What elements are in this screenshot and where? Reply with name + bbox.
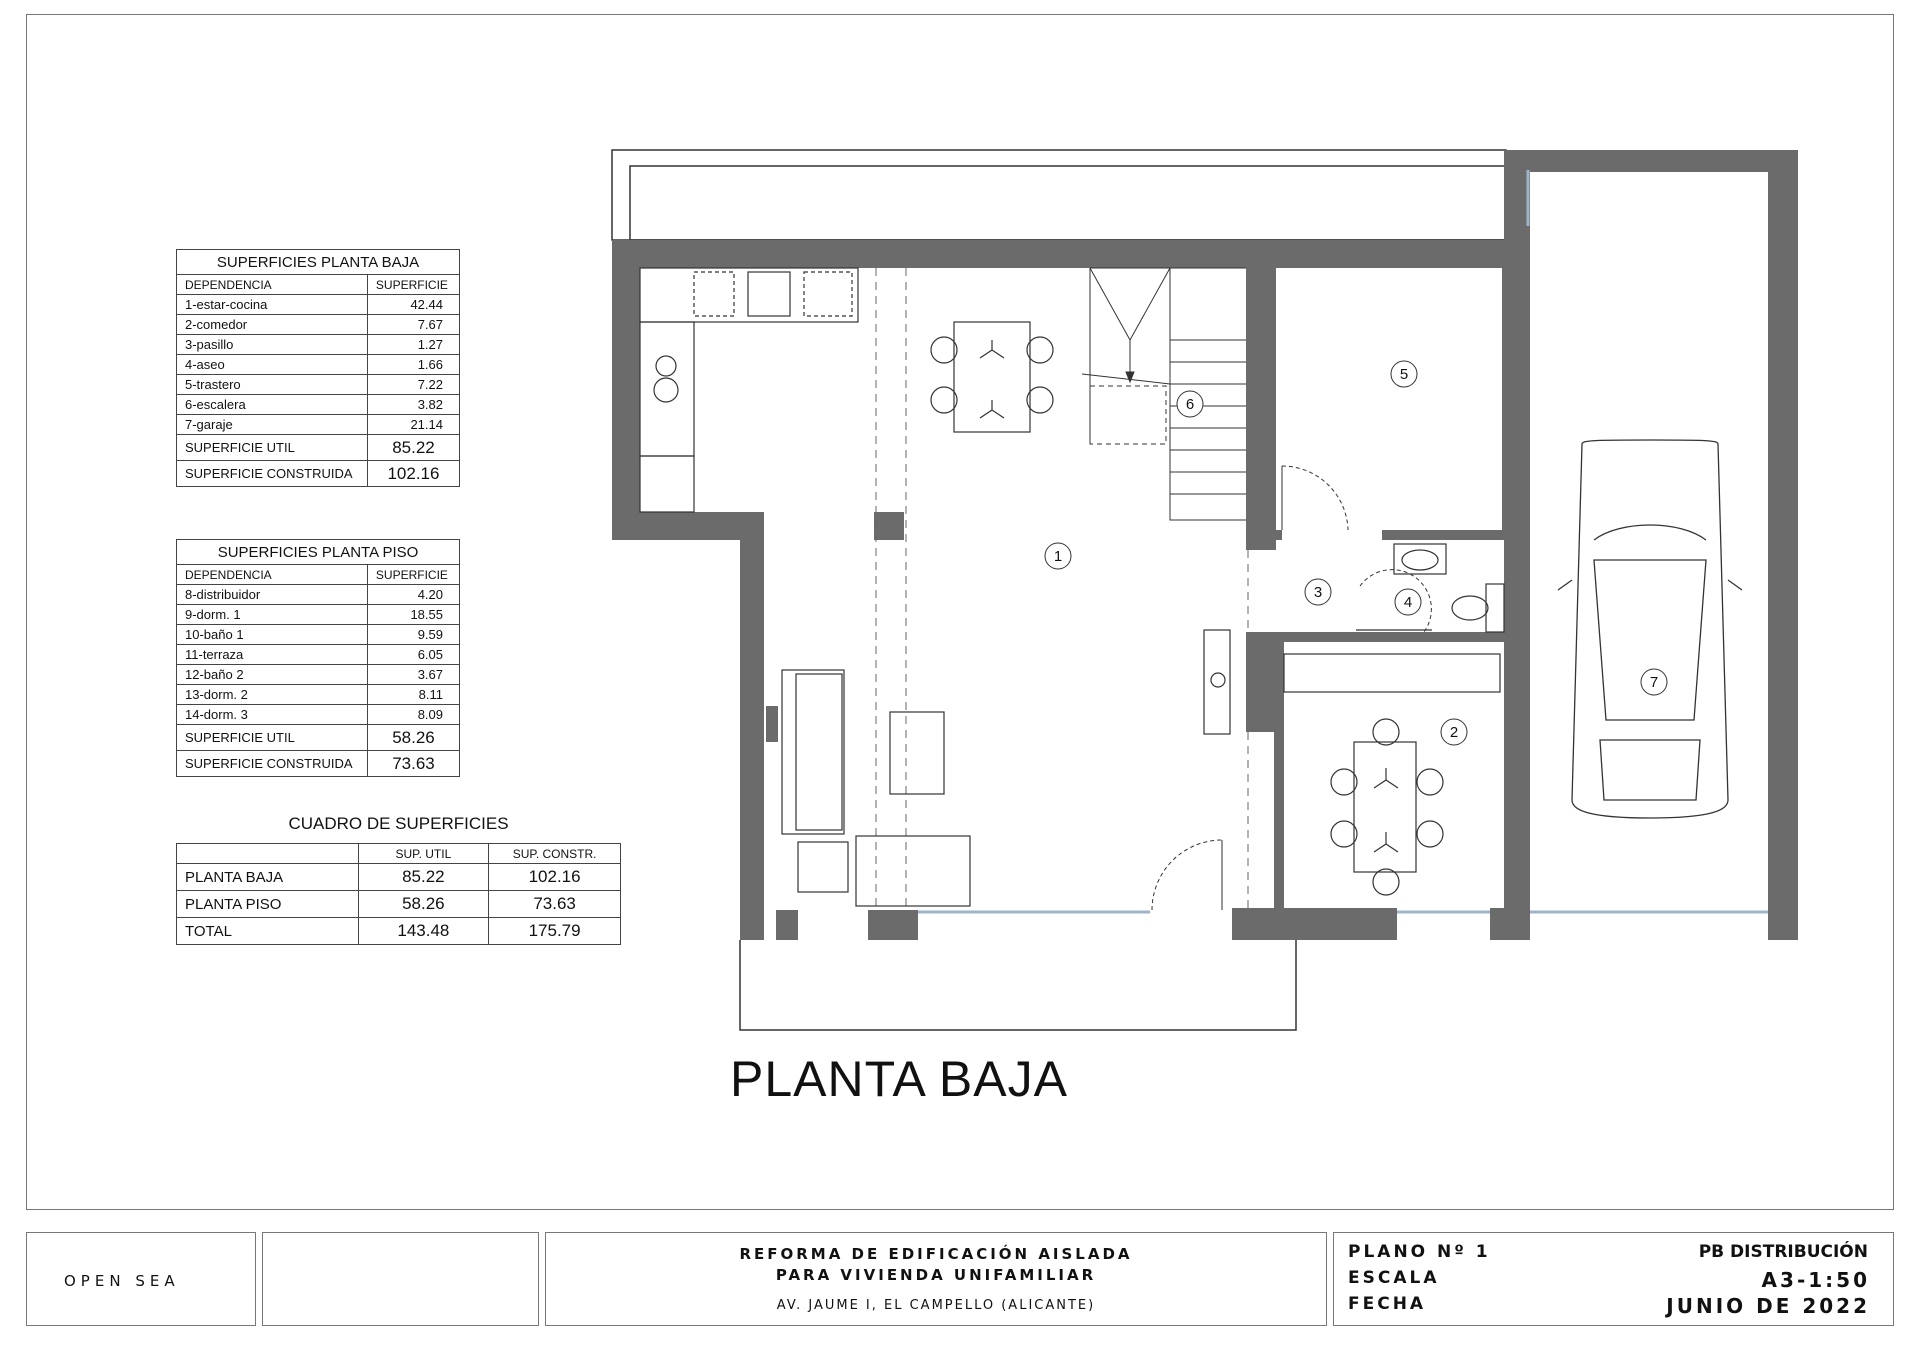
room-number: 4: [1403, 594, 1413, 611]
project-line-2: PARA VIVIENDA UNIFAMILIAR: [775, 1266, 1097, 1284]
south-wall-comedor: [1274, 908, 1397, 940]
room-number: 1: [1053, 548, 1063, 565]
floor-name: PLANTA BAJA: [177, 864, 359, 891]
room-area: 4.20: [367, 585, 459, 605]
superficie-construida-label: SUPERFICIE CONSTRUIDA: [177, 751, 368, 777]
plano-label: PLANO Nº 1: [1348, 1242, 1491, 1262]
column-header: SUPERFICIE: [367, 275, 459, 295]
column-header: SUP. UTIL: [358, 844, 489, 864]
room-name: 6-escalera: [177, 395, 368, 415]
south-wall-mid: [1232, 908, 1274, 940]
project-address: AV. JAUME I, EL CAMPELLO (ALICANTE): [776, 1298, 1096, 1313]
superficie-util-label: SUPERFICIE UTIL: [177, 435, 368, 461]
room5-east-wall: [1502, 268, 1530, 536]
column-header: SUPERFICIE: [367, 565, 459, 585]
room-numbers: [1054, 366, 1658, 741]
room-area: 3.67: [367, 665, 459, 685]
room-number: 6: [1185, 396, 1195, 413]
front-terrace-outline: [740, 940, 1296, 1030]
room-name: 11-terraza: [177, 645, 368, 665]
fecha-label: FECHA: [1348, 1294, 1427, 1314]
room-area: 1.27: [367, 335, 459, 355]
plan-title: PLANTA BAJA: [730, 1051, 1068, 1107]
room-number: 2: [1449, 724, 1459, 741]
west-pilaster: [766, 706, 778, 742]
project-line-1: REFORMA DE EDIFICACIÓN AISLADA: [739, 1245, 1133, 1263]
aseo-wall: [1382, 530, 1504, 540]
fecha-value: JUNIO DE 2022: [1666, 1294, 1870, 1318]
windows: [918, 170, 1768, 912]
room-name: 12-baño 2: [177, 665, 368, 685]
constr-value: 73.63: [489, 891, 621, 918]
constr-value: 102.16: [489, 864, 621, 891]
util-value: 85.22: [358, 864, 489, 891]
room-name: 5-trastero: [177, 375, 368, 395]
escala-label: ESCALA: [1348, 1268, 1440, 1288]
util-value: 143.48: [358, 918, 489, 945]
room-area: 9.59: [367, 625, 459, 645]
superficie-util-value: 58.26: [367, 725, 459, 751]
south-wall-east: [1490, 908, 1530, 940]
util-value: 58.26: [358, 891, 489, 918]
dining-table-1: [931, 322, 1053, 432]
room-number: 5: [1399, 366, 1409, 383]
room-number: 3: [1313, 584, 1323, 601]
stair-wall: [1246, 240, 1276, 550]
room-name: 14-dorm. 3: [177, 705, 368, 725]
partition: [1248, 632, 1274, 732]
room-area: 18.55: [367, 605, 459, 625]
room-name: 9-dorm. 1: [177, 605, 368, 625]
garage-north-wall: [1506, 150, 1798, 172]
constr-value: 175.79: [489, 918, 621, 945]
west-wall: [612, 240, 1265, 940]
rear-terrace-outline: [612, 150, 1506, 240]
room-name: 1-estar-cocina: [177, 295, 368, 315]
room-area: 21.14: [367, 415, 459, 435]
room-number: 7: [1649, 674, 1659, 691]
floor-name: PLANTA PISO: [177, 891, 359, 918]
south-pier: [868, 910, 918, 940]
superficie-construida-label: SUPERFICIE CONSTRUIDA: [177, 461, 368, 487]
room-area: 3.82: [367, 395, 459, 415]
garage-east-wall: [1768, 150, 1798, 940]
room-area: 7.22: [367, 375, 459, 395]
superficie-util-value: 85.22: [367, 435, 459, 461]
company-name: OPEN SEA: [64, 1272, 180, 1290]
plano-value: PB DISTRIBUCIÓN: [1698, 1242, 1868, 1262]
table-title: SUPERFICIES PLANTA BAJA: [177, 250, 460, 275]
north-wall-east: [1034, 240, 1265, 268]
floor-name: TOTAL: [177, 918, 359, 945]
door-jamb: [1274, 530, 1282, 540]
room-area: 42.44: [367, 295, 459, 315]
room-name: 8-distribuidor: [177, 585, 368, 605]
comedor-west-wall: [1274, 642, 1284, 912]
room-area: 1.66: [367, 355, 459, 375]
corridor-wall: [1274, 632, 1504, 642]
kitchen: [640, 268, 858, 512]
car: [1558, 440, 1742, 818]
room-name: 13-dorm. 2: [177, 685, 368, 705]
superficie-construida-value: 102.16: [367, 461, 459, 487]
rear-terrace-inner: [630, 166, 1506, 240]
stairs: [1082, 268, 1246, 520]
south-pier-2: [776, 910, 798, 940]
room-name: 4-aseo: [177, 355, 368, 375]
escala-value: A3-1:50: [1761, 1268, 1870, 1292]
comedor: [1284, 654, 1500, 895]
room-area: 8.09: [367, 705, 459, 725]
living: [782, 630, 1230, 906]
room-name: 3-pasillo: [177, 335, 368, 355]
room-markers: [1045, 361, 1667, 745]
room-area: 8.11: [367, 685, 459, 705]
north-wall-room5: [1246, 240, 1530, 268]
room-name: 10-baño 1: [177, 625, 368, 645]
room-name: 7-garaje: [177, 415, 368, 435]
column-header: SUP. CONSTR.: [489, 844, 621, 864]
room-area: 6.05: [367, 645, 459, 665]
superficie-construida-value: 73.63: [367, 751, 459, 777]
column-header: DEPENDENCIA: [177, 565, 368, 585]
column-header: DEPENDENCIA: [177, 275, 368, 295]
room-name: 2-comedor: [177, 315, 368, 335]
superficie-util-label: SUPERFICIE UTIL: [177, 725, 368, 751]
cuadro-title: CUADRO DE SUPERFICIES: [288, 814, 509, 833]
table-title: SUPERFICIES PLANTA PISO: [177, 540, 460, 565]
column: [874, 512, 904, 540]
room-area: 7.67: [367, 315, 459, 335]
